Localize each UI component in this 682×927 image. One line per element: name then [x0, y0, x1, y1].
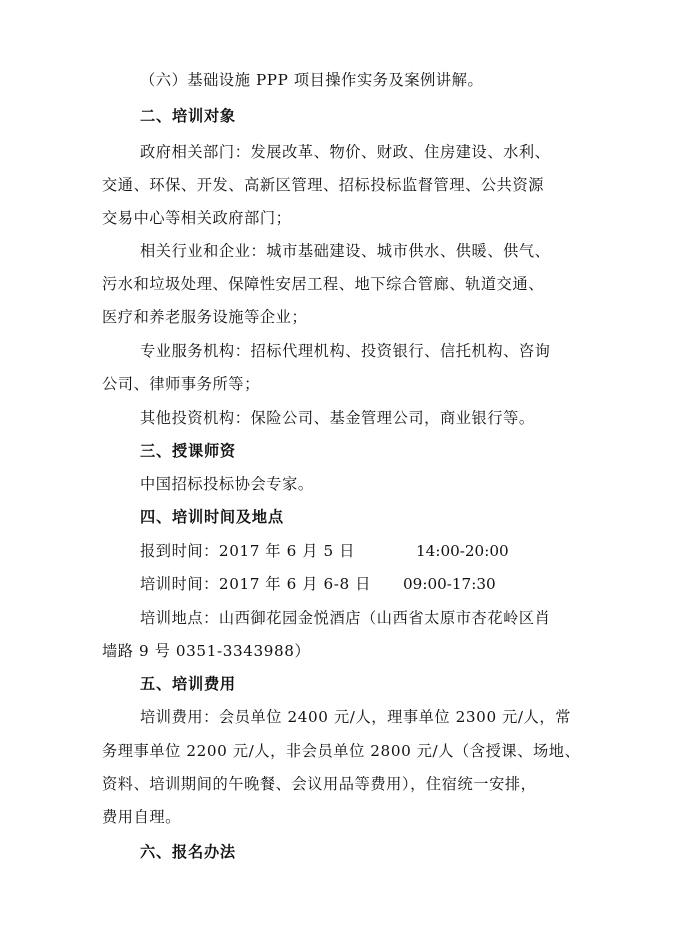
paragraph-other-investors: 其他投资机构：保险公司、基金管理公司，商业银行等。: [140, 409, 535, 427]
section-heading-registration: 六、报名办法: [140, 843, 236, 861]
section-heading-instructors: 三、授课师资: [140, 442, 236, 460]
checkin-date: 报到时间：2017 年 6 月 5 日: [140, 542, 356, 560]
paragraph-professional-line-1: 专业服务机构：招标代理机构、投资银行、信托机构、咨询: [140, 342, 551, 360]
paragraph-industry-line-3: 医疗和养老服务设施等企业；: [102, 308, 308, 326]
fee-line-3: 资料、培训期间的午晚餐、会议用品等费用），住宿统一安排，: [102, 775, 537, 793]
paragraph-government-line-3: 交易中心等相关政府部门；: [102, 209, 292, 227]
paragraph-instructors: 中国招标投标协会专家。: [140, 475, 314, 493]
section-heading-fees: 五、培训费用: [140, 675, 236, 693]
paragraph-government-line-2: 交通、环保、开发、高新区管理、招标投标监督管理、公共资源: [102, 176, 545, 194]
venue-line-2: 墙路 9 号 0351-3343988）: [102, 642, 311, 660]
section-heading-training-targets: 二、培训对象: [140, 107, 236, 125]
checkin-time: 14:00-20:00: [416, 542, 509, 560]
paragraph-government-line-1: 政府相关部门：发展改革、物价、财政、住房建设、水利、: [140, 143, 551, 161]
training-time: 09:00-17:30: [403, 575, 496, 593]
fee-line-2: 务理事单位 2200 元/人，非会员单位 2800 元/人（含授课、场地、: [102, 742, 581, 760]
section-heading-time-venue: 四、培训时间及地点: [140, 508, 284, 526]
venue-line-1: 培训地点：山西御花园金悦酒店（山西省太原市杏花岭区肖: [140, 609, 551, 627]
training-dates: 培训时间：2017 年 6 月 6-8 日: [140, 575, 372, 593]
paragraph-professional-line-2: 公司、律师事务所等；: [102, 375, 260, 393]
paragraph-industry-line-2: 污水和垃圾处理、保障性安居工程、地下综合管廊、轨道交通、: [102, 275, 545, 293]
paragraph-industry-line-1: 相关行业和企业：城市基础建设、城市供水、供暖、供气、: [140, 242, 551, 260]
paragraph-item-6: （六）基础设施 PPP 项目操作实务及案例讲解。: [140, 71, 484, 89]
fee-line-1: 培训费用：会员单位 2400 元/人，理事单位 2300 元/人，常: [140, 708, 571, 726]
fee-line-4: 费用自理。: [102, 808, 181, 826]
